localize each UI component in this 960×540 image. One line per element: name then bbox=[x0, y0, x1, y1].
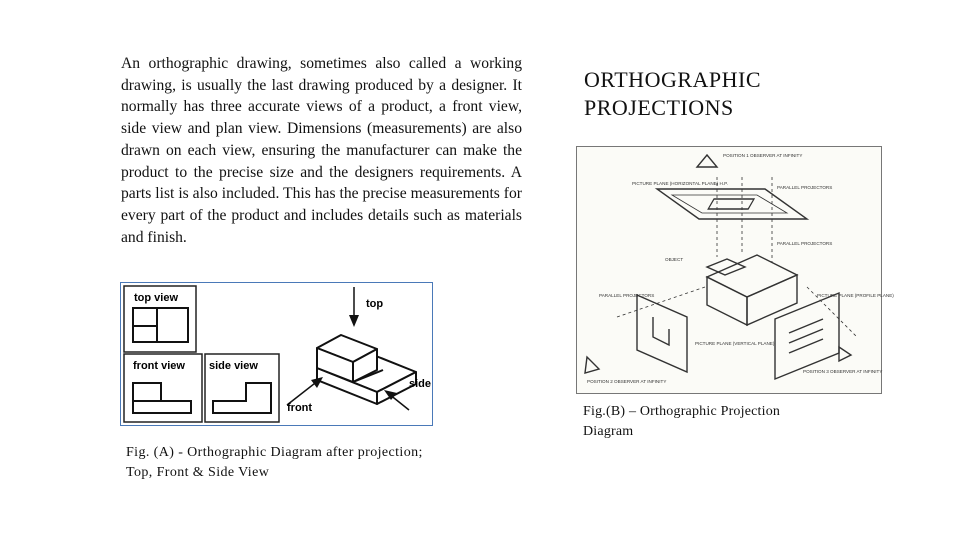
page-title: ORTHOGRAPHIC PROJECTIONS bbox=[584, 67, 762, 120]
figure-b-caption: Fig.(B) – Orthographic Projection Diagram bbox=[583, 404, 781, 439]
position-1-label: POSITION 1 OBSERVER AT INFINITY bbox=[723, 153, 803, 158]
arrow-side-label: side bbox=[409, 378, 432, 390]
position-3-label: POSITION 3 OBSERVER AT INFINITY bbox=[803, 369, 883, 374]
hp-label: PICTURE PLANE (HORIZONTAL PLANE) H.P. bbox=[632, 181, 728, 186]
parallel-projectors-label-2: PARALLEL PROJECTORS bbox=[777, 241, 833, 246]
top-view-label: top view bbox=[134, 292, 179, 304]
profile-plane-label: PICTURE PLANE (PROFILE PLANE) bbox=[817, 293, 894, 298]
parallel-projectors-label-1: PARALLEL PROJECTORS bbox=[777, 185, 833, 190]
eye-icon-1 bbox=[697, 155, 717, 167]
object-label: OBJECT bbox=[665, 257, 684, 262]
side-view-label: side view bbox=[209, 360, 258, 372]
figure-b-projection-diagram bbox=[576, 146, 894, 394]
figure-a-orthographic-views bbox=[120, 282, 433, 426]
arrow-top-label: top bbox=[366, 298, 384, 310]
arrow-front-label: front bbox=[287, 402, 313, 414]
description-paragraph: An orthographic drawing, sometimes also called a working drawing, is usually the last drawing produced by a designer. It normally has three accurate views of a product, a front view, side view and plan view. Dimensions (measurements) are also drawn on each view, ensuring the manufacturer can make the product to the precise size and the designers requirements. A parts list is also included. This has the precise measurements for every part of the product and includes details such as materials and finish. bbox=[121, 55, 522, 246]
eye-icon-2 bbox=[585, 357, 599, 373]
figure-b-drawing bbox=[577, 147, 894, 393]
vertical-plane-label: PICTURE PLANE (VERTICAL PLANE) bbox=[695, 341, 775, 346]
position-2-label: POSITION 2 OBSERVER AT INFINITY bbox=[587, 379, 667, 384]
eye-icon-3 bbox=[839, 347, 851, 361]
front-view-shape bbox=[133, 383, 191, 413]
side-view-shape bbox=[213, 383, 271, 413]
vertical-plane bbox=[637, 295, 687, 372]
front-view-label: front view bbox=[133, 360, 185, 372]
horizontal-plane bbox=[657, 189, 807, 219]
isometric-object bbox=[317, 335, 416, 404]
figure-a-caption: Fig. (A) - Orthographic Diagram after projection; Top, Front & Side View bbox=[126, 445, 423, 480]
top-arrow-head bbox=[349, 315, 359, 327]
parallel-projectors-label-3: PARALLEL PROJECTORS bbox=[599, 293, 655, 298]
figure-a-drawing bbox=[121, 283, 432, 425]
